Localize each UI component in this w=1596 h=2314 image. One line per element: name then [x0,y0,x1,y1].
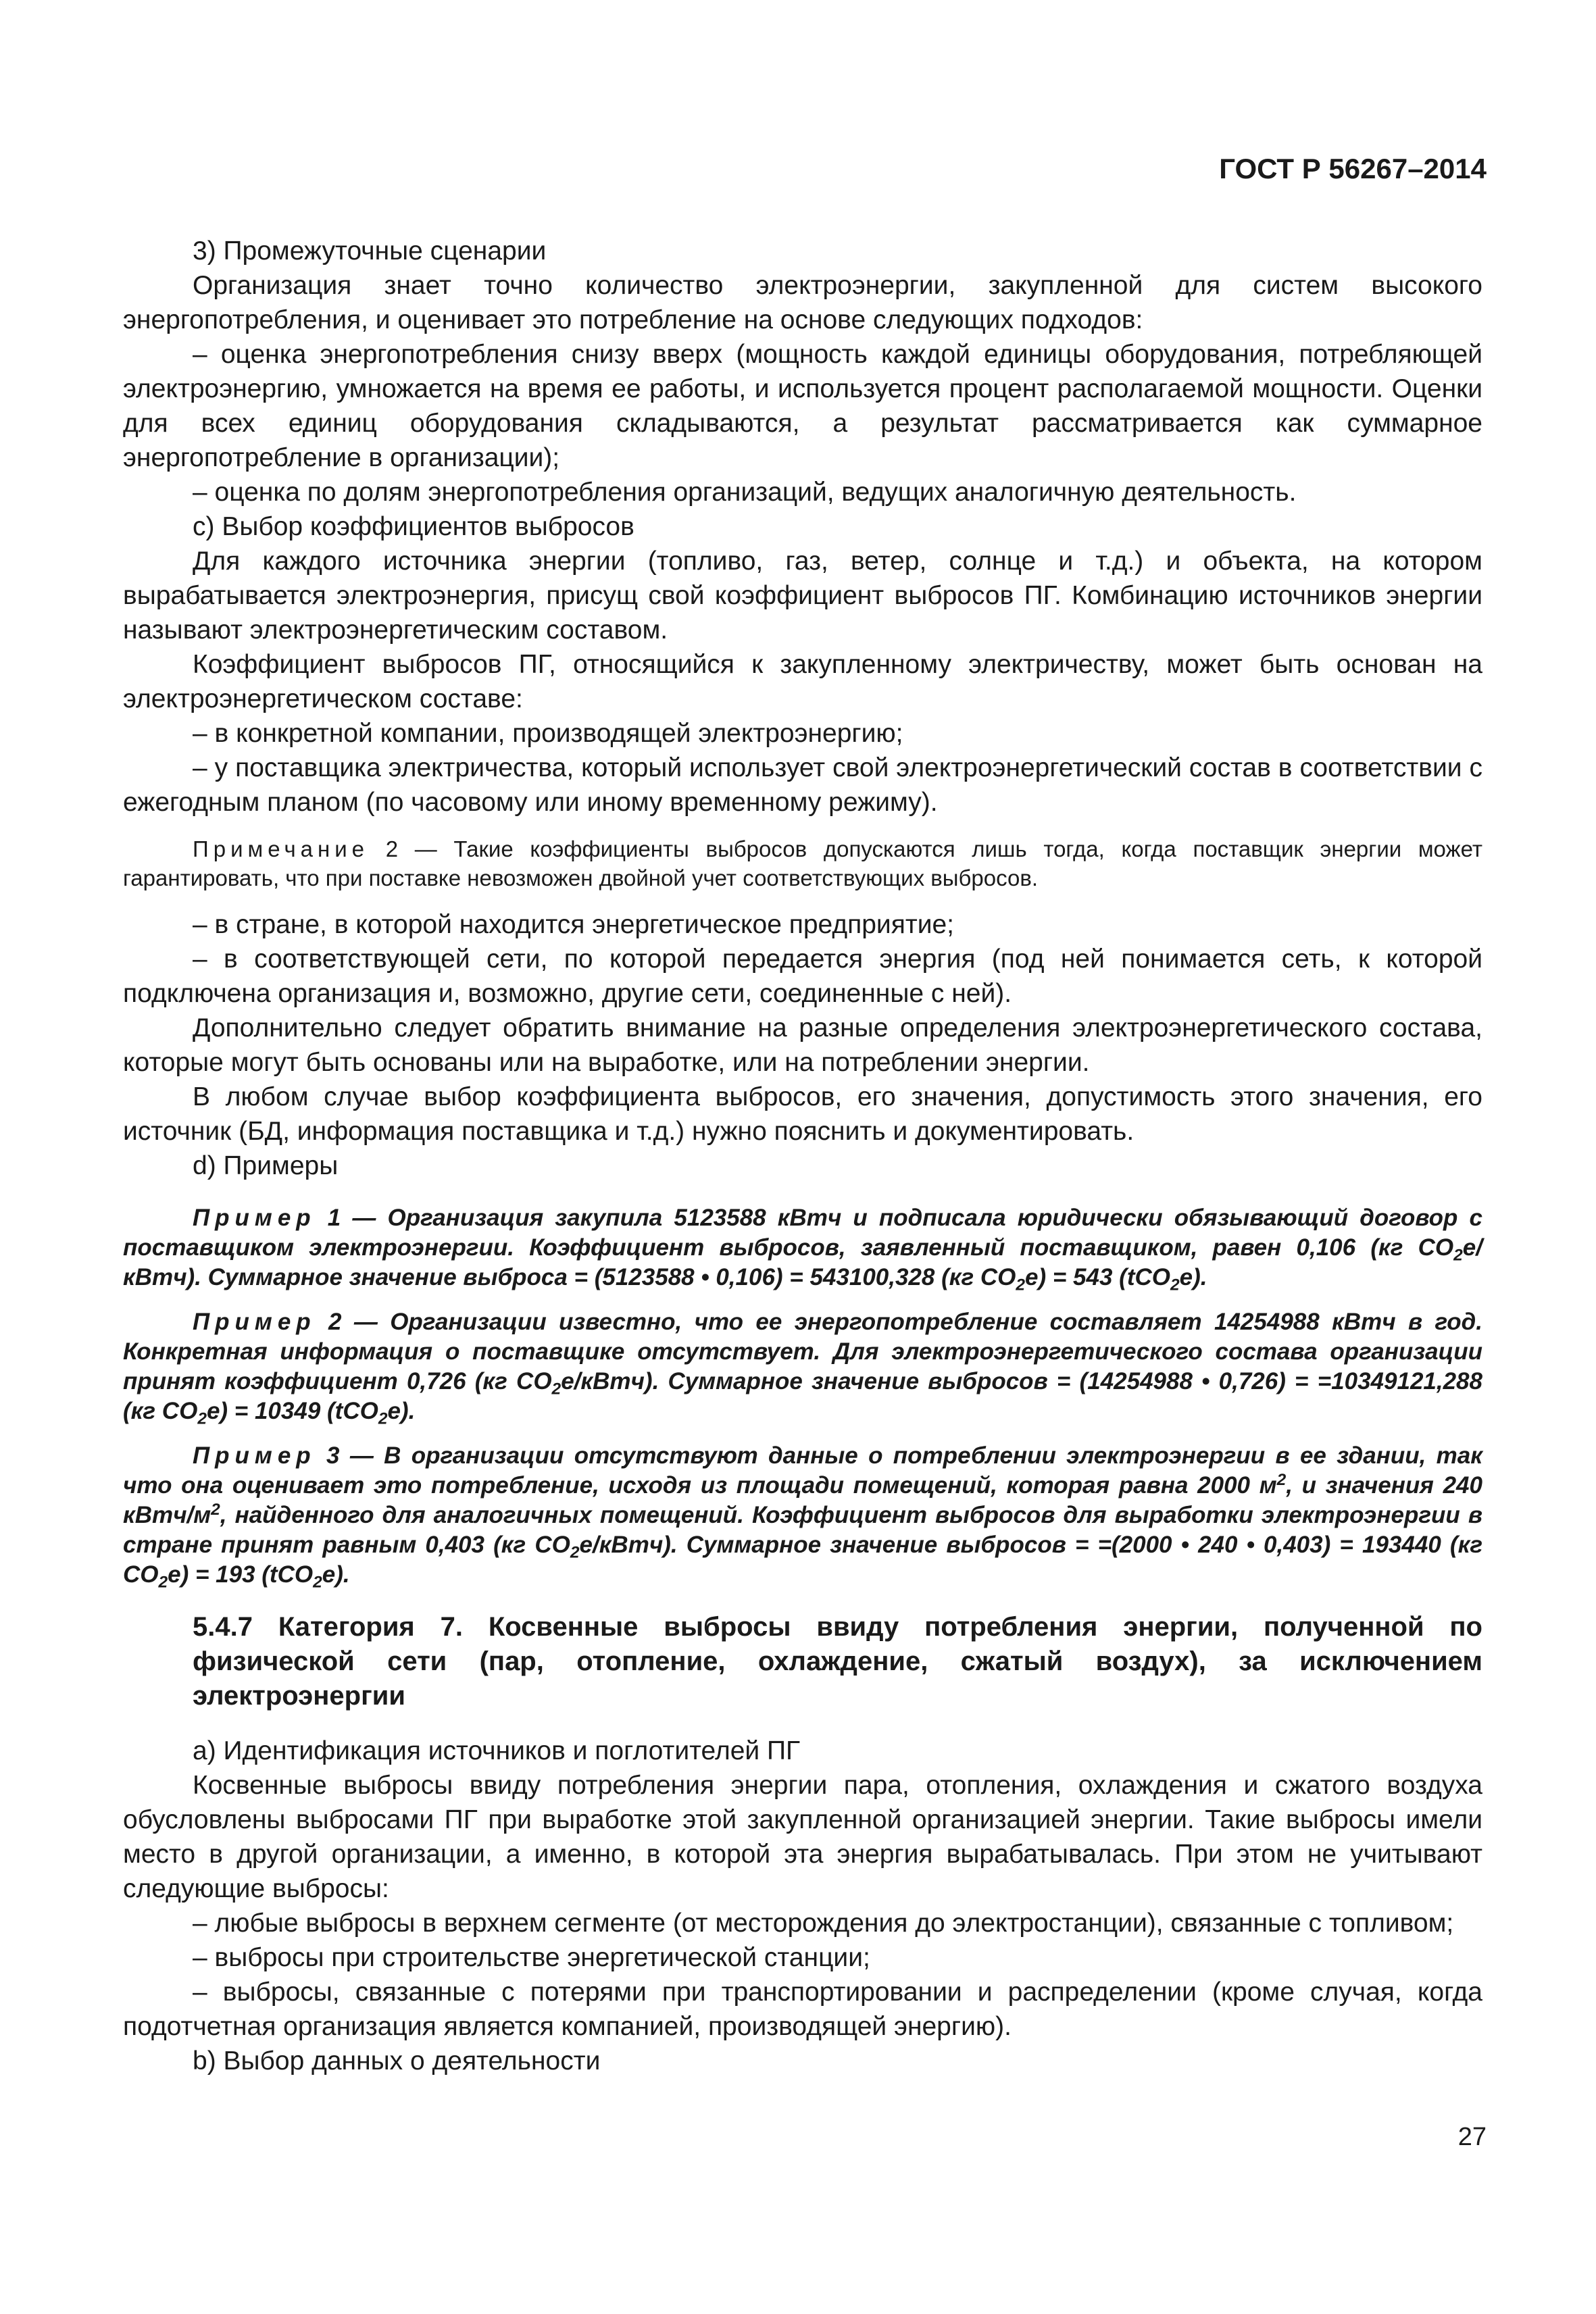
paragraph: – в конкретной компании, производящей электроэнергию; [193,719,903,748]
paragraph: 3) Промежуточные сценарии [193,236,547,266]
paragraph: – выбросы, связанные с потерями при транспортировании и распределении (кроме случая, когда подотчетная организация является компанией, производящей энергию). [123,1978,1482,2041]
standard-header: ГОСТ Р 56267–2014 [1219,153,1487,184]
section-heading: 5.4.7 Категория 7. Косвенные выбросы ввиду потребления энергии, полученной по физической сети (пар, отопление, охлаждение, сжатый воздух), за исключением электроэнергии [193,1612,1482,1711]
paragraph: Коэффициент выбросов ПГ, относящийся к закупленному электричеству, может быть основан на электроэнергетическом составе: [123,650,1482,713]
paragraph: – любые выбросы в верхнем сегменте (от месторождения до электростанции), связанные с топливом; [193,1909,1454,1938]
paragraph: Организация знает точно количество электроэнергии, закупленной для систем высокого энергопотребления, и оценивает это потребление на основе следующих подходов: [123,271,1482,334]
paragraph: – в стране, в которой находится энергетическое предприятие; [193,910,955,939]
paragraph: Косвенные выбросы ввиду потребления энергии пара, отопления, охлаждения и сжатого воздуха обусловлены выбросами ПГ при выработке этой закупленной организацией энергии. Такие выбросы имели место в другой организации, а именно, в которой эта энергия вырабатывалась. При этом не учитывают следующие выбросы: [123,1771,1482,1903]
paragraph: В любом случае выбор коэффициента выбросов, его значения, допустимость этого значения, его источник (БД, информация поставщика и т.д.) нужно пояснить и документировать. [123,1082,1482,1146]
paragraph: c) Выбор коэффициентов выбросов [193,512,634,541]
paragraph: – в соответствующей сети, по которой передается энергия (под ней понимается сеть, к которой подключена организация и, возможно, другие сети, соединенные с ней). [123,945,1482,1008]
paragraph: Для каждого источника энергии (топливо, газ, ветер, солнце и т.д.) и объекта, на котором вырабатывается электроэнергия, присущ свой коэффициент выбросов ПГ. Комбинацию источников энергии называют электроэнергетическим составом. [123,547,1482,645]
paragraph: a) Идентификация источников и поглотителей ПГ [193,1736,801,1765]
paragraph: – у поставщика электричества, который использует свой электроэнергетический состав в соответствии с ежегодным планом (по часовому или иному временному режиму). [123,753,1482,817]
example-3: Пример 3 — В организации отсутствуют данные о потреблении электроэнергии в ее здании, так что она оценивает это потребление, исходя из площади помещений, которая равна 2000 $м^2$, и значения 240 кВтч/$м^2$, найденного для аналогичных помещений. Коэффициент выбросов для выработки электроэнергии в стране принят равным 0,403 (кг $CO_2е/кВтч$). Суммарное значение выбросов = =(2000 • 240 • 0,403) = 193440 (кг $CO_2е) = 193$ (tCO$_2$е). [123,1442,1483,1592]
page-number: 27 [1457,2123,1487,2151]
example-2: Пример 2 — Организации известно, что ее энергопотребление составляет 14254988 кВтч в год. Конкретная информация о поставщике отсутствует. Для электроэнергетического состава организации принят коэффициент 0,726 (кг $CO_2е/кВтч$). Суммарное значение выбросов = (14254988 • 0,726) = =10349121,288 (кг $CO_2е) = 10349$ (tCO$_2$е). [123,1309,1482,1428]
paragraph: – оценка энергопотребления снизу вверх (мощность каждой единицы оборудования, потребляющей электроэнергию, умножается на время ее работы, и используется процент располагаемой мощности. Оценки для всех единиц оборудования складываются, а результат рассматривается как суммарное энергопотребление в организации); [123,340,1482,472]
note-text: 2 — Такие коэффициенты выбросов допускаются лишь тогда, когда поставщик энергии может гарантировать, что при поставке невозможен двойной учет соответствующих выбросов. [123,836,1482,890]
example-label: Пример [193,1442,316,1469]
paragraph: – выбросы при строительстве энергетической станции; [193,1943,870,1972]
example-label: Пример [193,1309,316,1335]
paragraph: b) Выбор данных о деятельности [193,2046,601,2076]
paragraph: Дополнительно следует обратить внимание на разные определения электроэнергетического состава, которые могут быть основаны или на выработке, или на потреблении энергии. [123,1013,1482,1077]
example-label: Пример [193,1205,316,1231]
paragraph: – оценка по долям энергопотребления организаций, ведущих аналогичную деятельность. [193,478,1297,507]
paragraph: d) Примеры [193,1151,339,1180]
document-body [123,234,1482,2078]
example-1: Пример 1 — Организация закупила 5123588 кВтч и подписала юридически обязывающий договор с поставщиком электроэнергии. Коэффициент выбросов, заявленный поставщиком, равен 0,106 (кг $CO_2е/кВтч$). Суммарное значение выброса = (5123588 • 0,106) = 543100,328 (кг $CO_2е) = 543$ (tCO$_2$е). [123,1205,1483,1294]
note-label: Примечание [193,836,370,861]
note [123,834,1482,892]
